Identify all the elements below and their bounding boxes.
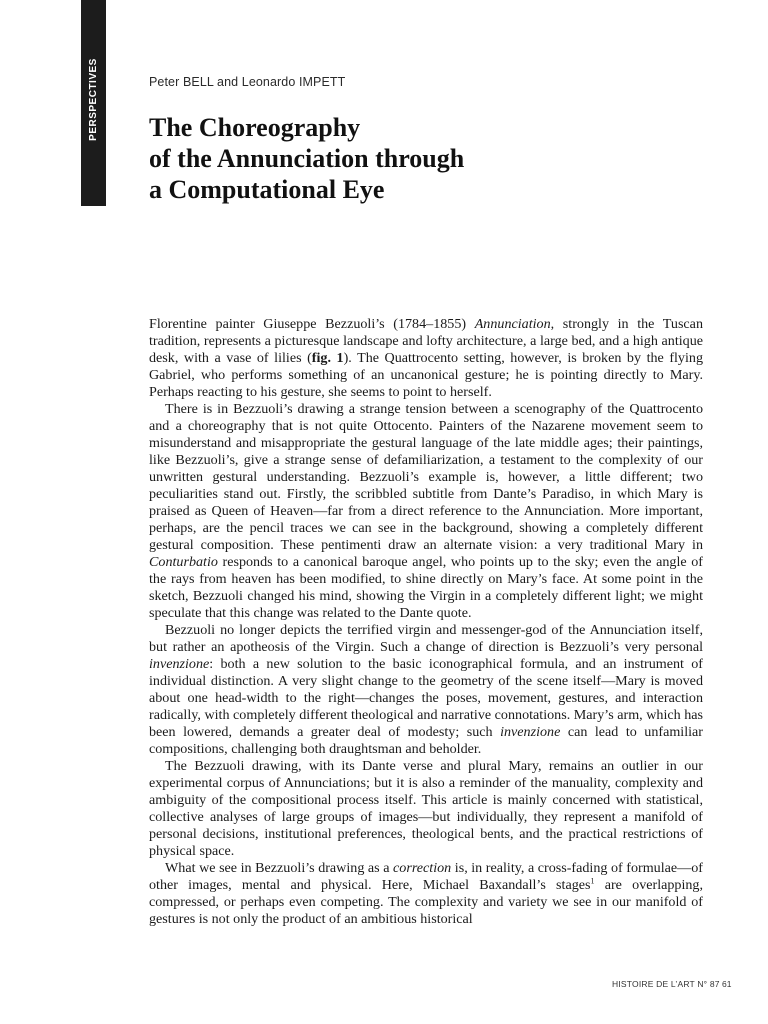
p5-text-c: are overlapping, compressed, or perhaps even competing. The complexity and variety we see in our manifold of gestures is not only the product of an ambitious historical <box>149 877 703 927</box>
footnote-marker[interactable]: 1 <box>590 876 595 886</box>
journal-name: HISTOIRE DE L’ART N° 87 <box>612 979 720 989</box>
p1-text-b: , strongly in the Tuscan tradition, represents a picturesque landscape and lofty architecture, a large bed, and a high antique desk, with a vase of lilies ( <box>149 316 703 366</box>
page-number: 61 <box>722 979 732 989</box>
article-body <box>149 316 703 928</box>
title-line-2: of the Annunciation through <box>149 144 465 173</box>
p3-text-c: can lead to unfamiliar compositions, challenging both draughtsman and beholder. <box>149 724 703 757</box>
title-line-1: The Choreography <box>149 113 361 142</box>
p2-text-b: responds to a canonical baroque angel, who points up to the sky; even the angle of the rays from heaven has been modified, to shine directly on Mary’s face. At some point in the sketch, Bezzuoli changed his mind, showing the Virgin in a completely different light; we might speculate that this change was related to the Dante quote. <box>149 554 703 621</box>
p5-text-a: What we see in Bezzuoli’s drawing as a <box>165 860 394 876</box>
paragraph-2 <box>149 401 703 622</box>
paragraph-4: The Bezzuoli drawing, with its Dante verse and plural Mary, remains an outlier in our experimental corpus of Annunciations; but it is also a reminder of the manuality, complexity and ambiguity of the compositional process itself. This article is mainly concerned with statistical, collective analyses of large groups of images—but individually, they represent a manifold of personal decisions, institutional preferences, theological bents, and the practical restrictions of physical space. <box>149 758 703 859</box>
section-tab-label-wrap <box>81 0 106 206</box>
article-title <box>149 112 709 205</box>
p3-italic-1: invenzione <box>149 656 210 672</box>
paragraph-5 <box>149 860 703 928</box>
p1-italic-title: Annunciation <box>474 316 551 332</box>
p5-text-b: is, in reality, a cross-fading of formulae—of other images, mental and physical. Here, Michael Baxandall’s stages <box>149 860 703 893</box>
paragraph-3 <box>149 622 703 758</box>
p3-text-a: Bezzuoli no longer depicts the terrified virgin and messenger-god of the Annunciation itself, but rather an apotheosis of the Virgin. Such a change of direction is Bezzuoli’s very personal <box>149 622 703 655</box>
article-authors: Peter BELL and Leonardo IMPETT <box>149 75 346 89</box>
p3-text-b: : both a new solution to the basic iconographical formula, and an instrument of individual distinction. A very slight change to the geometry of the scene itself—Mary is moved about one head-width to the right—changes the poses, movement, gestures, and interaction radically, with completely different theological and narrative connotations. Mary’s arm, which has been lowered, demands a greater deal of modesty; such <box>149 656 703 740</box>
p5-italic: correction <box>393 860 452 876</box>
p3-italic-2: invenzione <box>500 724 561 740</box>
p2-text-a: There is in Bezzuoli’s drawing a strange tension between a scenography of the Quattrocento and a choreography that is not quite Ottocento. Painters of the Nazarene movement seem to misunderstand and misappropriate the gestural language of the late middle ages; their paintings, like Bezzuoli’s, give a strange sense of defamiliarization, a testament to the complexity of our unwritten gestural understanding. Bezzuoli’s example is, however, a little different; two peculiarities stand out. Firstly, the scribbled subtitle from Dante’s Paradiso, in which Mary is praised as Queen of Heaven—far from a direct reference to the Annunciation. More important, perhaps, are the pencil traces we can see in the background, showing a completely different gestural composition. These pentimenti draw an alternate vision: a very traditional Mary in <box>149 401 703 553</box>
paragraph-1 <box>149 316 703 401</box>
p1-text-c: ). The Quattrocento setting, however, is broken by the flying Gabriel, who performs something of an uncanonical gesture; he is pointing directly to Mary. Perhaps reacting to his gesture, she seems to point to herself. <box>149 350 703 400</box>
figure-reference: fig. 1 <box>311 350 344 366</box>
section-tab-label: PERSPECTIVES <box>88 57 100 141</box>
p1-text-a: Florentine painter Giuseppe Bezzuoli’s (1784–1855) <box>149 316 475 332</box>
title-line-3: a Computational Eye <box>149 175 385 204</box>
p2-italic: Conturbatio <box>149 554 218 570</box>
